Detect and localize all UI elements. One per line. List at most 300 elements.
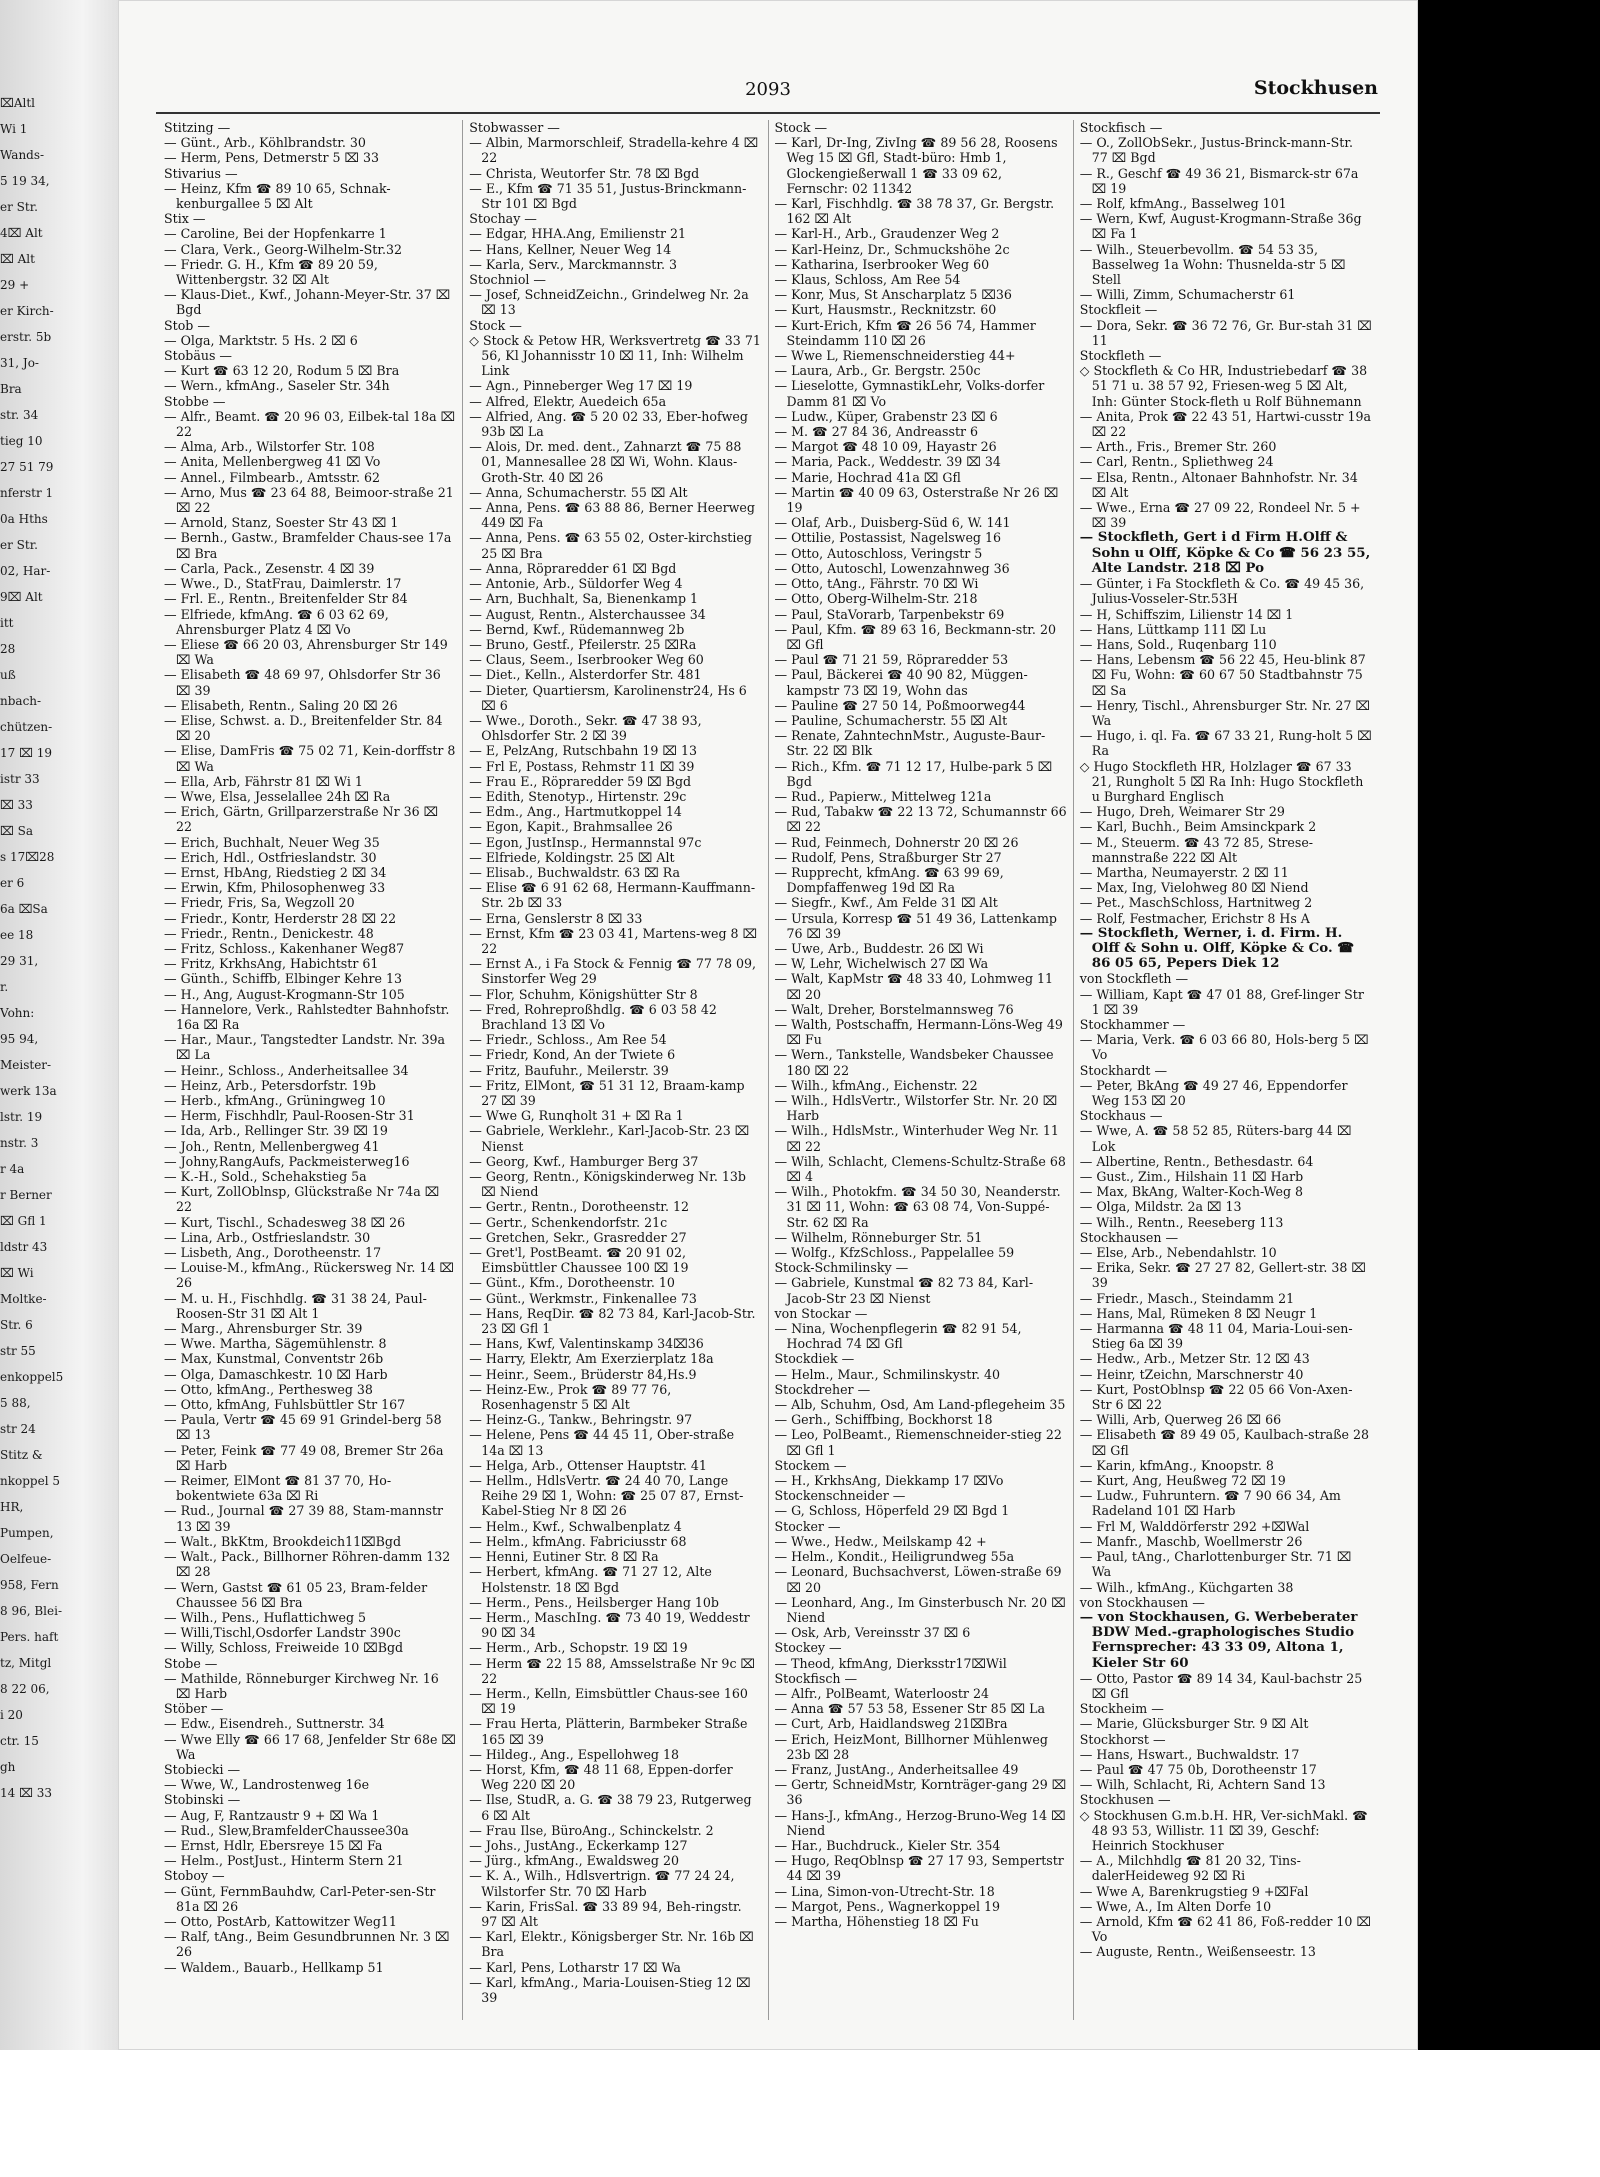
directory-entry: — R., Geschf ☎ 49 36 21, Bismarck-str 67a ⌧ 19	[1079, 165, 1359, 196]
directory-entry: — Kurt, PostOblnsp ☎ 22 05 66 Von-Axen-Str 6 ⌧ 22	[1079, 1381, 1353, 1413]
scan-margin-left	[0, 0, 118, 2050]
directory-entry: — Olga, Mildstr. 2a ⌧ 13	[1079, 1199, 1242, 1215]
margin-fragment: 5 88,	[0, 1396, 31, 1410]
directory-entry: — Bernd, Kwf., Rüdemannweg 2b	[469, 621, 685, 637]
directory-entry: — Harry, Elektr, Am Exerzierplatz 18a	[469, 1351, 714, 1367]
directory-entry: — Hannelore, Verk., Rahlstedter Bahnhofstr. 16a ⌧ Ra	[164, 1001, 450, 1032]
margin-fragment: 0a Hths	[0, 512, 48, 526]
directory-entry: — Hans, Kellner, Neuer Weg 14	[469, 241, 672, 257]
directory-entry: — Fritz, Schloss., Kakenhaner Weg87	[164, 940, 405, 956]
margin-fragment: ⌧ 33	[0, 798, 33, 812]
directory-entry: — Frau Herta, Plätterin, Barmbeker Straße 165 ⌧ 39	[469, 1716, 748, 1747]
directory-entry: — Karl, Elektr., Königsberger Str. Nr. 16b ⌧ Bra	[469, 1929, 754, 1960]
directory-entry: — Wwe, Elsa, Jesselallee 24h ⌧ Ra	[164, 788, 391, 804]
directory-entry: — Wwe, W., Landrostenweg 16e	[164, 1777, 370, 1793]
directory-entry: — Edith, Stenotyp., Hirtenstr. 29c	[469, 788, 687, 804]
directory-entry: — Karl, Fischhdlg. ☎ 38 78 37, Gr. Bergstr. 162 ⌧ Alt	[774, 196, 1055, 227]
margin-fragment: 8 22 06,	[0, 1682, 50, 1696]
directory-entry: — Hans, Lebensm ☎ 56 22 45, Heu-blink 87 ⌧ Fu, Wohn: ☎ 60 67 50 Stadtbahnstr 75 ⌧ Sa	[1079, 652, 1366, 698]
directory-entry: — Eliese ☎ 66 20 03, Ahrensburger Str 149 ⌧ Wa	[164, 636, 448, 668]
directory-entry: — Wwe, A., Im Alten Dorfe 10	[1079, 1898, 1272, 1914]
margin-fragment: 27 51 79	[0, 460, 54, 474]
directory-entry: — Siegfr., Kwf., Am Felde 31 ⌧ Alt	[774, 895, 998, 911]
surname-heading: Stobäus —	[164, 348, 233, 364]
directory-entry: — Caroline, Bei der Hopfenkarre 1	[164, 226, 387, 242]
directory-entry: — Paul, tAng., Charlottenburger Str. 71 ⌧ Wa	[1079, 1549, 1352, 1580]
directory-entry: — Frl M, Walddörferstr 292 +⌧Wal	[1079, 1518, 1310, 1534]
directory-entry: ◇ Stockfleth & Co HR, Industriebedarf ☎ 38 51 71 u. 38 57 92, Friesen-weg 5 ⌧ Alt, Inh: Günter Stock-fleth u Rolf Bühnemann	[1079, 363, 1368, 409]
surname-heading: Stockhusen —	[1079, 1792, 1171, 1808]
surname-heading: Stockfleit —	[1079, 302, 1158, 318]
directory-entry: — Wwe L, Riemenschneiderstieg 44+	[774, 348, 1016, 364]
margin-fragment: 14 ⌧ 33	[0, 1786, 52, 1800]
directory-entry: — Elisabeth, Rentn., Saling 20 ⌧ 26	[164, 697, 398, 713]
directory-entry: — Paul, Kfm. ☎ 89 63 16, Beckmann-str. 20 ⌧ Gfl	[774, 621, 1056, 652]
directory-entry: — Aug, F, Rantzaustr 9 + ⌧ Wa 1	[164, 1807, 380, 1823]
directory-entry: — Bernh., Gastw., Bramfelder Chaus-see 17a ⌧ Bra	[164, 530, 452, 561]
directory-entry: — Kurt-Erich, Kfm ☎ 26 56 74, Hammer Steindamm 110 ⌧ 26	[774, 317, 1036, 348]
directory-entry: — Günt., Kfm., Dorotheenstr. 10	[469, 1275, 675, 1291]
margin-fragment: Wi 1	[0, 122, 28, 136]
margin-fragment: istr 33	[0, 772, 40, 786]
margin-fragment: nbach-	[0, 694, 42, 708]
margin-fragment: ⌧ Sa	[0, 824, 34, 838]
directory-entry: — Joh., Rentn, Mellenbergweg 41	[164, 1138, 380, 1154]
directory-entry: — Otto, kfmAng., Perthesweg 38	[164, 1381, 373, 1397]
directory-entry: — Heinr., Schloss., Anderheitsallee 34	[164, 1062, 409, 1078]
margin-fragment: r Berner	[0, 1188, 52, 1202]
directory-entry: — Alfried, Ang. ☎ 5 20 02 33, Eber-hofweg 93b ⌧ La	[469, 408, 748, 440]
directory-entry: — Gret'l, PostBeamt. ☎ 20 91 02, Eimsbüttler Chaussee 100 ⌧ 19	[469, 1245, 689, 1276]
directory-entry: — Walt, Dreher, Borstelmannsweg 76	[774, 1001, 1014, 1017]
margin-fragment: er 6	[0, 876, 25, 890]
directory-entry: — Friedr., Kontr, Herderstr 28 ⌧ 22	[164, 910, 397, 926]
directory-entry: — Arnold, Kfm ☎ 62 41 86, Foß-redder 10 ⌧ Vo	[1079, 1913, 1371, 1945]
directory-entry: — Günt, FernmBauhdw, Carl-Peter-sen-Str 81a ⌧ 26	[164, 1883, 436, 1914]
directory-entry: — Uwe, Arb., Buddestr. 26 ⌧ Wi	[774, 940, 984, 956]
directory-entry: — Paul, StaVorarb, Tarpenbekstr 69	[774, 606, 1005, 622]
directory-entry: — Jürg., kfmAng., Ewaldsweg 20	[469, 1853, 679, 1869]
margin-fragment: Oelfeue-	[0, 1552, 52, 1566]
directory-entry: — Walt., BkKtm, Brookdeich11⌧Bgd	[164, 1533, 402, 1549]
directory-entry: — Henry, Tischl., Ahrensburger Str. Nr. 27 ⌧ Wa	[1079, 697, 1370, 728]
directory-entry: — Friedr, Kond, An der Twiete 6	[469, 1047, 676, 1063]
margin-fragment: 9⌧ Alt	[0, 590, 43, 604]
margin-fragment: er Kirch-	[0, 304, 54, 318]
surname-heading: von Stockhausen —	[1079, 1594, 1205, 1610]
margin-fragment: chützen-	[0, 720, 53, 734]
directory-entry: — Hugo, Dreh, Weimarer Str 29	[1079, 804, 1285, 820]
directory-entry: — Franz, JustAng., Anderheitsallee 49	[774, 1761, 1019, 1777]
directory-entry: — Edm., Ang., Hartmutkoppel 14	[469, 804, 682, 820]
directory-entry: — Wilh., Pens., Huflattichweg 5	[164, 1609, 367, 1625]
directory-entry: — Rupprecht, kfmAng. ☎ 63 99 69, Dompfaffenweg 19d ⌧ Ra	[774, 864, 1004, 896]
surname-heading: Stobwasser —	[469, 120, 560, 135]
directory-entry: — Anita, Prok ☎ 22 43 51, Hartwi-cusstr 19a ⌧ 22	[1079, 408, 1371, 440]
directory-entry: — Walt., Pack., Billhorner Röhren-damm 132 ⌧ 28	[164, 1549, 451, 1580]
directory-entry: — E, PelzAng, Rutschbahn 19 ⌧ 13	[469, 743, 697, 759]
directory-entry: — Claus, Seem., Iserbrooker Weg 60	[469, 652, 704, 668]
margin-fragment: nstr. 3	[0, 1136, 39, 1150]
margin-fragment: Str. 6	[0, 1318, 33, 1332]
margin-fragment: 958, Fern	[0, 1578, 59, 1592]
surname-heading: Stockheim —	[1079, 1701, 1164, 1717]
directory-entry: — Kurt, Hausmstr., Recknitzstr. 60	[774, 302, 997, 318]
margin-fragment: 17 ⌧ 19	[0, 746, 52, 760]
directory-entry: — Paula, Vertr ☎ 45 69 91 Grindel-berg 58 ⌧ 13	[164, 1412, 442, 1443]
directory-entry: — Herm., Kelln, Eimsbüttler Chaus-see 160 ⌧ 19	[469, 1685, 748, 1717]
directory-entry: — H., Ang, August-Krogmann-Str 105	[164, 986, 405, 1002]
margin-fragment: 6a ⌧Sa	[0, 902, 48, 916]
margin-fragment: Pers. haft	[0, 1630, 59, 1644]
directory-page	[118, 0, 1418, 2050]
surname-heading: Stockfisch —	[1079, 120, 1163, 135]
directory-entry: — Georg, Kwf., Hamburger Berg 37	[469, 1153, 699, 1169]
directory-entry: — Wilh, Schlacht, Ri, Achtern Sand 13	[1079, 1777, 1326, 1793]
directory-entry: — Erna, Genslerstr 8 ⌧ 33	[469, 910, 643, 926]
directory-entry: — Kurt ☎ 63 12 20, Rodum 5 ⌧ Bra	[164, 363, 400, 379]
directory-entry: — Fritz, ElMont, ☎ 51 31 12, Braam-kamp 27 ⌧ 39	[469, 1077, 745, 1108]
directory-entry: — Rud, Feinmech, Dohnerstr 20 ⌧ 26	[774, 834, 1019, 850]
directory-entry: — Wwe., Doroth., Sekr. ☎ 47 38 93, Ohlsdorfer Str. 2 ⌧ 39	[469, 712, 702, 744]
directory-entry: — Günt., Werkmstr., Finkenallee 73	[469, 1290, 697, 1306]
directory-entry: — Christa, Weutorfer Str. 78 ⌧ Bgd	[469, 165, 700, 181]
directory-entry: — Johny,RangAufs, Packmeisterweg16	[164, 1153, 410, 1169]
directory-entry: — Wilh., Steuerbevollm. ☎ 54 53 35, Basselweg 1a Wohn: Thusnelda-str 5 ⌧ Stell	[1079, 241, 1346, 288]
margin-fragment: uß	[0, 668, 16, 682]
directory-entry: — Wilh., Rentn., Reeseberg 113	[1079, 1214, 1284, 1230]
directory-entry: — Rich., Kfm. ☎ 71 12 17, Hulbe-park 5 ⌧ Bgd	[774, 758, 1053, 789]
margin-fragment: 29 +	[0, 278, 30, 292]
directory-entry: — Stockfleth, Werner, i. d. Firm. H. Olff & Sohn u. Olff, Köpke & Co. ☎ 86 05 65, Pepers Diek 12	[1079, 924, 1354, 972]
directory-entry: — H, Schiffszim, Lilienstr 14 ⌧ 1	[1079, 606, 1294, 622]
directory-entry: — Leonard, Buchsachverst, Löwen-straße 69 ⌧ 20	[774, 1564, 1062, 1595]
directory-entry: — Karl, Buchh., Beim Amsinckpark 2	[1079, 819, 1317, 835]
surname-heading: Stockhammer —	[1079, 1016, 1186, 1032]
margin-fragment: 8 96, Blei-	[0, 1604, 62, 1618]
directory-entry: — Ernst, Kfm ☎ 23 03 41, Martens-weg 8 ⌧ 22	[469, 925, 758, 956]
header-rule	[156, 112, 1380, 114]
directory-entry: — Elisabeth ☎ 89 49 05, Kaulbach-straße 28 ⌧ Gfl	[1079, 1427, 1370, 1458]
surname-heading: Stobinski —	[164, 1792, 241, 1808]
page-number: 2093	[745, 79, 791, 100]
directory-entry: — Walth, Postschaffn, Hermann-Löns-Weg 49 ⌧ Fu	[774, 1016, 1063, 1048]
directory-entry: — William, Kapt ☎ 47 01 88, Gref-linger Str 1 ⌧ 39	[1079, 986, 1364, 1017]
directory-entry: — Otto, Oberg-Wilhelm-Str. 218	[774, 591, 978, 607]
margin-fragment: HR,	[0, 1500, 24, 1514]
surname-heading: Stob —	[164, 317, 210, 333]
directory-entry: — Alfr., Beamt. ☎ 20 96 03, Eilbek-tal 18a ⌧ 22	[164, 408, 456, 440]
directory-entry: — Karin, kfmAng., Knoopstr. 8	[1079, 1457, 1274, 1473]
directory-entry: — Hans-J., kfmAng., Herzog-Bruno-Weg 14 ⌧ Niend	[774, 1807, 1066, 1838]
directory-entry: — Wern., kfmAng., Saseler Str. 34h	[164, 378, 390, 394]
directory-entry: — Carla, Pack., Zesenstr. 4 ⌧ 39	[164, 560, 375, 576]
directory-entry: — Helene, Pens ☎ 44 45 11, Ober-straße 14a ⌧ 13	[469, 1427, 735, 1458]
surname-heading: Stochay —	[469, 211, 537, 227]
directory-entry: — Elisabeth ☎ 48 69 97, Ohlsdorfer Str 36 ⌧ 39	[164, 667, 441, 698]
margin-fragment: Moltke-	[0, 1292, 47, 1306]
directory-entry: — Herm., Pens., Heilsberger Hang 10b	[469, 1594, 719, 1610]
directory-entry: — Harmanna ☎ 48 11 04, Maria-Loui-sen-Stieg 6a ⌧ 39	[1079, 1321, 1353, 1352]
directory-entry: — Heinr., Seem., Brüderstr 84,Hs.9	[469, 1366, 697, 1382]
directory-entry: — Günter, i Fa Stockfleth & Co. ☎ 49 45 36, Julius-Vosseler-Str.53H	[1079, 576, 1365, 607]
directory-entry: — Clara, Verk., Georg-Wilhelm-Str.32	[164, 241, 403, 257]
directory-entry: — Ernst, Hdlr, Ebersreye 15 ⌧ Fa	[164, 1837, 383, 1853]
directory-entry: — Wwe, A. ☎ 58 52 85, Rüters-barg 44 ⌧ Lok	[1079, 1123, 1352, 1154]
surname-heading: von Stockar —	[774, 1305, 868, 1321]
directory-entry: — Curt, Arb, Haidlandsweg 21⌧Bra	[774, 1716, 1008, 1732]
directory-entry: — Fritz, Baufuhr., Meilerstr. 39	[469, 1062, 669, 1078]
margin-fragment: gh	[0, 1760, 16, 1774]
directory-entry: — Friedr., Masch., Steindamm 21	[1079, 1290, 1295, 1306]
directory-entry: — Edw., Eisendreh., Suttnerstr. 34	[164, 1716, 385, 1732]
directory-entry: — Gertr, SchneidMstr, Kornträger-gang 29 ⌧ 36	[774, 1777, 1067, 1808]
directory-entry: — Friedr., Rentn., Denickestr. 48	[164, 925, 374, 941]
column-3	[769, 120, 1074, 2020]
directory-entry: — Wilhelm, Rönneburger Str. 51	[774, 1229, 983, 1245]
margin-fragment: i 20	[0, 1708, 23, 1722]
directory-entry: — Fritz, KrkhsAng, Habichtstr 61	[164, 956, 379, 972]
directory-entry: — Karl-H., Arb., Graudenzer Weg 2	[774, 226, 1000, 242]
directory-entry: — Hans, Kwf, Valentinskamp 34⌧36	[469, 1336, 704, 1352]
directory-entry: — Flor, Schuhm, Königshütter Str 8	[469, 986, 698, 1002]
directory-entry: — von Stockhausen, G. Werbeberater BDW Med.-graphologisches Studio Fernsprecher: 43 33 09, Altona 1, Kieler Str 60	[1079, 1608, 1358, 1671]
directory-entry: — Helm., kfmAng. Fabriciusstr 68	[469, 1533, 687, 1549]
directory-entry: — Martha, Höhenstieg 18 ⌧ Fu	[774, 1913, 979, 1929]
directory-entry: — A., Milchhdlg ☎ 81 20 32, Tins-dalerHeideweg 92 ⌧ Ri	[1079, 1853, 1301, 1884]
margin-fragment: nkoppel 5	[0, 1474, 60, 1488]
directory-entry: — Marie, Hochrad 41a ⌧ Gfl	[774, 469, 961, 485]
directory-entry: — Agn., Pinneberger Weg 17 ⌧ 19	[469, 378, 693, 394]
directory-entry: — Anna, Pens. ☎ 63 55 02, Oster-kirchstieg 25 ⌧ Bra	[469, 530, 752, 561]
directory-entry: — Wilh., kfmAng., Küchgarten 38	[1079, 1579, 1294, 1595]
surname-heading: Stoboy —	[164, 1868, 225, 1884]
directory-entry: — Wwe G, Runqholt 31 + ⌧ Ra 1	[469, 1108, 684, 1124]
directory-entry: — Anna, Röpraredder 61 ⌧ Bgd	[469, 560, 677, 576]
directory-entry: — Max, Ing, Vielohweg 80 ⌧ Niend	[1079, 880, 1309, 896]
directory-entry: — Margot, Pens., Wagnerkoppel 19	[774, 1898, 1001, 1914]
directory-entry: — Leonhard, Ang., Im Ginsterbusch Nr. 20 ⌧ Niend	[774, 1594, 1066, 1625]
surname-heading: Stobbe —	[164, 393, 226, 409]
directory-entry: — Reimer, ElMont ☎ 81 37 70, Ho-bokentwiete 63a ⌧ Ri	[164, 1473, 392, 1504]
directory-entry: — Peter, Feink ☎ 77 49 08, Bremer Str 26a ⌧ Harb	[164, 1442, 444, 1473]
directory-entry: — Dieter, Quartiersm, Karolinenstr24, Hs 6 ⌧ 6	[469, 682, 747, 713]
margin-fragment: 02, Har-	[0, 564, 51, 578]
margin-fragment: werk 13a	[0, 1084, 57, 1098]
directory-entry: — Gerh., Schiffbing, Bockhorst 18	[774, 1412, 993, 1428]
directory-entry: — Manfr., Maschb, Woellmerstr 26	[1079, 1533, 1303, 1549]
directory-entry: — Frl. E., Rentn., Breitenfelder Str 84	[164, 591, 408, 607]
directory-entry: — Alb, Schuhm, Osd, Am Land-pflegeheim 35	[774, 1397, 1066, 1413]
directory-entry: — Pet., MaschSchloss, Hartnitweg 2	[1079, 895, 1313, 911]
directory-entry: — Wilh., HdlsMstr., Winterhuder Weg Nr. 11 ⌧ 22	[774, 1123, 1059, 1154]
directory-entry: — Hellm., HdlsVertr. ☎ 24 40 70, Lange Reihe 29 ⌧ 1, Wohn: ☎ 25 07 87, Ernst-Kabel-Stieg Nr 8 ⌧ 26	[469, 1473, 744, 1519]
directory-entry: — Rud., Journal ☎ 27 39 88, Stam-mannstr 13 ⌧ 39	[164, 1503, 444, 1534]
directory-entry: — Rolf, Festmacher, Erichstr 8 Hs A	[1079, 910, 1310, 926]
directory-entry: — Annel., Filmbearb., Amtsstr. 62	[164, 469, 381, 485]
directory-entry: — Erwin, Kfm, Philosophenweg 33	[164, 880, 386, 896]
directory-entry: — Frau E., Röpraredder 59 ⌧ Bgd	[469, 773, 692, 789]
margin-fragment: str. 34	[0, 408, 39, 422]
directory-entry: — Hugo, ReqOblnsp ☎ 27 17 93, Sempertstr 44 ⌧ 39	[774, 1853, 1064, 1884]
margin-fragment: tieg 10	[0, 434, 43, 448]
directory-entry: — Günth., Schiffb, Elbinger Kehre 13	[164, 971, 402, 987]
directory-entry: — Frl E, Postass, Rehmstr 11 ⌧ 39	[469, 758, 695, 774]
directory-entry: — Walt, KapMstr ☎ 48 33 40, Lohmweg 11 ⌧ 20	[774, 971, 1054, 1002]
directory-entry: — Ursula, Korresp ☎ 51 49 36, Lattenkamp 76 ⌧ 39	[774, 910, 1057, 941]
directory-entry: — Horst, Kfm, ☎ 48 11 68, Eppen-dorfer Weg 220 ⌧ 20	[469, 1761, 733, 1793]
directory-entry: — Martin ☎ 40 09 63, Osterstraße Nr 26 ⌧ 19	[774, 484, 1059, 516]
directory-entry: — Gust., Zim., Hilshain 11 ⌧ Harb	[1079, 1169, 1304, 1185]
directory-entry: — Otto, Autoschloss, Veringstr 5	[774, 545, 983, 561]
directory-entry: — Friedr. G. H., Kfm ☎ 89 20 59, Wittenbergstr. 32 ⌧ Alt	[164, 256, 378, 288]
directory-entry: — Hans, Sold., Ruqenbarg 110	[1079, 636, 1277, 652]
directory-entry: — Hans, Mal, Rümeken 8 ⌧ Neugr 1	[1079, 1305, 1318, 1321]
scan-binding-edge	[1418, 0, 1600, 2050]
directory-entry: — Herm ☎ 22 15 88, Amsselstraße Nr 9c ⌧ 22	[469, 1655, 756, 1686]
margin-fragment: enkoppel5	[0, 1370, 64, 1384]
directory-entry: — Hugo, i. ql. Fa. ☎ 67 33 21, Rung-holt 5 ⌧ Ra	[1079, 728, 1372, 759]
directory-entry: — Ottilie, Postassist, Nagelsweg 16	[774, 530, 1002, 546]
directory-entry: — Olaf, Arb., Duisberg-Süd 6, W. 141	[774, 515, 1011, 531]
column-2	[463, 120, 768, 2020]
margin-fragment: ee 18	[0, 928, 34, 942]
directory-entry: — Wilh., HdlsVertr., Wilstorfer Str. Nr. 20 ⌧ Harb	[774, 1093, 1058, 1124]
surname-heading: Stock-Schmilinsky —	[774, 1260, 909, 1276]
directory-entry: — August, Rentn., Alsterchaussee 34	[469, 606, 706, 622]
directory-entry: — M. ☎ 27 84 36, Andreasstr 6	[774, 424, 979, 440]
directory-entry: — K. A., Wilh., Hdlsvertrign. ☎ 77 24 24, Wilstorfer Str. 70 ⌧ Harb	[469, 1868, 735, 1899]
surname-heading: Stitzing —	[164, 120, 231, 135]
directory-entry: — Albin, Marmorschleif, Stradella-kehre 4 ⌧ 22	[469, 135, 759, 166]
margin-fragment: Vohn:	[0, 1006, 35, 1020]
directory-entry: — Paul ☎ 47 75 0b, Dorotheenstr 17	[1079, 1761, 1317, 1777]
directory-entry: — Paul, Bäckerei ☎ 40 90 82, Müggen-kampstr 73 ⌧ 19, Wohn das	[774, 667, 1028, 698]
directory-entry: — Wwe A, Barenkrugstieg 9 +⌧Fal	[1079, 1883, 1309, 1899]
directory-entry: — Gabriele, Kunstmal ☎ 82 73 84, Karl-Jacob-Str 23 ⌧ Nienst	[774, 1275, 1034, 1306]
directory-entry: — Klaus-Diet., Kwf., Johann-Meyer-Str. 37 ⌧ Bgd	[164, 287, 451, 318]
directory-entry: — Else, Arb., Nebendahlstr. 10	[1079, 1245, 1277, 1261]
directory-entry: — Karl, kfmAng., Maria-Louisen-Stieg 12 ⌧ 39	[469, 1974, 751, 2005]
directory-entry: — Peter, BkAng ☎ 49 27 46, Eppendorfer Weg 153 ⌧ 20	[1079, 1077, 1348, 1108]
directory-entry: — Albertine, Rentn., Bethesdastr. 64	[1079, 1153, 1314, 1169]
page-header	[158, 75, 1378, 111]
surname-heading: Stock —	[774, 120, 828, 135]
margin-fragment: ⌧Altl	[0, 96, 35, 110]
directory-entry: — Stockfleth, Gert i d Firm H.Olff & Sohn u Olff, Köpke & Co ☎ 56 23 55, Alte Landstr. 218 ⌧ Po	[1079, 529, 1371, 576]
directory-entry: — H., KrkhsAng, Diekkamp 17 ⌧Vo	[774, 1473, 1004, 1489]
directory-entry: — Marie, Glücksburger Str. 9 ⌧ Alt	[1079, 1716, 1309, 1732]
margin-fragment: 31, Jo-	[0, 356, 39, 370]
directory-entry: — Helm., Kwf., Schwalbenplatz 4	[469, 1518, 682, 1534]
directory-entry: — Gabriele, Werklehr., Karl-Jacob-Str. 23 ⌧ Nienst	[469, 1123, 750, 1154]
directory-entry: — Johs., JustAng., Eckerkamp 127	[469, 1837, 688, 1853]
directory-entry: — Har., Maur., Tangstedter Landstr. Nr. 39a ⌧ La	[164, 1032, 445, 1063]
directory-entry: — Elfriede, kfmAng. ☎ 6 03 62 69, Ahrensburger Platz 4 ⌧ Vo	[164, 606, 389, 637]
directory-entry: — Wwe., Erna ☎ 27 09 22, Rondeel Nr. 5 + ⌧ 39	[1079, 500, 1361, 531]
margin-fragment: 28	[0, 642, 16, 656]
directory-entry: — Josef, SchneidZeichn., Grindelweg Nr. 2a ⌧ 13	[469, 287, 749, 318]
directory-entry: — Lina, Arb., Ostfrieslandstr. 30	[164, 1229, 371, 1245]
directory-entry: — Hans, ReqDir. ☎ 82 73 84, Karl-Jacob-Str. 23 ⌧ Gfl 1	[469, 1305, 756, 1337]
directory-entry: — Wwe., Hedw., Meilskamp 42 +	[774, 1533, 987, 1549]
directory-entry: — Osk, Arb, Vereinsstr 37 ⌧ 6	[774, 1625, 971, 1641]
margin-fragment: Wands-	[0, 148, 45, 162]
directory-entry: — Theod, kfmAng, Dierksstr17⌧Wil	[774, 1655, 1007, 1671]
directory-entry: — Karl, Dr-Ing, ZivIng ☎ 89 56 28, Roosens Weg 15 ⌧ Gfl, Stadt-büro: Hmb 1, Glockengießerwall 1 ☎ 33 09 62, Fernschr: 02 11342	[774, 135, 1058, 196]
margin-fragment: r.	[0, 980, 9, 994]
directory-entry: — Wilh, Schlacht, Clemens-Schultz-Straße 68 ⌧ 4	[774, 1153, 1066, 1185]
surname-heading: Stockey —	[774, 1640, 842, 1656]
directory-entry: — Edgar, HHA.Ang, Emilienstr 21	[469, 226, 687, 242]
directory-entry: — Günt., Arb., Köhlbrandstr. 30	[164, 135, 366, 151]
directory-entry: — Wilh., kfmAng., Eichenstr. 22	[774, 1077, 978, 1093]
directory-entry: — Elsa, Rentn., Altonaer Bahnhofstr. Nr. 34 ⌧ Alt	[1079, 469, 1358, 500]
margin-fragment: erstr. 5b	[0, 330, 52, 344]
directory-entry: — Carl, Rentn., Spliethweg 24	[1079, 454, 1274, 470]
directory-entry: — Heinz, Kfm ☎ 89 10 65, Schnak-kenburgallee 5 ⌧ Alt	[164, 180, 391, 212]
directory-entry: — Wern, Kwf, August-Krogmann-Straße 36g ⌧ Fa 1	[1079, 211, 1362, 242]
margin-fragment: 95 94,	[0, 1032, 39, 1046]
directory-entry: — Kurt, Tischl., Schadesweg 38 ⌧ 26	[164, 1214, 406, 1230]
margin-fragment: ⌧ Wi	[0, 1266, 34, 1280]
directory-entry: — Heinz-G., Tankw., Behringstr. 97	[469, 1412, 693, 1428]
directory-entry: — Max, Kunstmal, Conventstr 26b	[164, 1351, 384, 1367]
directory-entry: — Herm., Arb., Schopstr. 19 ⌧ 19	[469, 1640, 688, 1656]
margin-fragment: ctr. 15	[0, 1734, 39, 1748]
directory-entry: — M., Steuerm. ☎ 43 72 85, Strese-mannstraße 222 ⌧ Alt	[1079, 834, 1314, 865]
directory-entry: — Auguste, Rentn., Weißenseestr. 13	[1079, 1944, 1316, 1960]
directory-entry: — Elise, Schwst. a. D., Breitenfelder Str. 84 ⌧ 20	[164, 712, 443, 744]
surname-heading: Stockenschneider —	[774, 1488, 906, 1504]
directory-entry: — Elise, DamFris ☎ 75 02 71, Kein-dorffstr 8 ⌧ Wa	[164, 743, 456, 774]
directory-entry: — Hans, Hswart., Buchwaldstr. 17	[1079, 1746, 1300, 1762]
directory-entry: — Rud., Papierw., Mittelweg 121a	[774, 788, 992, 804]
directory-entry: — Elise ☎ 6 91 62 68, Hermann-Kauffmann-Str. 2b ⌧ 33	[469, 880, 756, 911]
directory-entry: — Rud., Slew,BramfelderChaussee30a	[164, 1822, 409, 1838]
directory-entry: — Arno, Mus ☎ 23 64 88, Beimoor-straße 21 ⌧ 22	[164, 484, 454, 516]
surname-heading: Stockhaus —	[1079, 1108, 1163, 1124]
directory-entry: — Hildeg., Ang., Espellohweg 18	[469, 1746, 679, 1762]
directory-entry: — K.-H., Sold., Schehakstieg 5a	[164, 1169, 367, 1185]
directory-entry: — Willy, Schloss, Freiweide 10 ⌧Bgd	[164, 1640, 404, 1656]
directory-entry: — Klaus, Schloss, Am Ree 54	[774, 272, 961, 288]
directory-entry: — Erika, Sekr. ☎ 27 27 82, Gellert-str. 38 ⌧ 39	[1079, 1260, 1366, 1291]
directory-entry: — Martha, Neumayerstr. 2 ⌧ 11	[1079, 864, 1289, 880]
directory-entry: — Kurt, ZollOblnsp, Glückstraße Nr 74a ⌧ 22	[164, 1184, 440, 1215]
surname-heading: Stocker —	[774, 1518, 841, 1534]
directory-entry: — Frau Ilse, BüroAng., Schinckelstr. 2	[469, 1822, 714, 1838]
directory-entry: — Henni, Eutiner Str. 8 ⌧ Ra	[469, 1549, 659, 1565]
directory-entry: — Max, BkAng, Walter-Koch-Weg 8	[1079, 1184, 1304, 1200]
directory-entry: — Willi, Zimm, Schumacherstr 61	[1079, 287, 1296, 303]
directory-entry: — Antonie, Arb., Süldorfer Weg 4	[469, 576, 683, 592]
directory-entry: — Louise-M., kfmAng., Rückersweg Nr. 14 ⌧ 26	[164, 1260, 454, 1291]
directory-columns	[158, 120, 1378, 2020]
directory-entry: — Maria, Pack., Weddestr. 39 ⌧ 34	[774, 454, 1001, 470]
directory-entry: — Har., Buchdruck., Kieler Str. 354	[774, 1837, 1001, 1853]
directory-entry: — Renate, ZahntechnMstr., Auguste-Baur-Str. 22 ⌧ Blk	[774, 728, 1046, 759]
surname-heading: Stobiecki —	[164, 1761, 241, 1777]
margin-fragment: er Str.	[0, 538, 38, 552]
directory-entry: — Waldem., Bauarb., Hellkamp 51	[164, 1959, 384, 1975]
surname-heading: Stockdiek —	[774, 1351, 855, 1367]
directory-entry: — Olga, Marktstr. 5 Hs. 2 ⌧ 6	[164, 332, 358, 348]
surname-heading: Stöber —	[164, 1701, 224, 1717]
directory-entry: — Maria, Verk. ☎ 6 03 66 80, Hols-berg 5 ⌧ Vo	[1079, 1032, 1369, 1063]
directory-entry: — Arn, Buchhalt, Sa, Bienenkamp 1	[469, 591, 699, 607]
margin-fragment: 5 19 34,	[0, 174, 50, 188]
